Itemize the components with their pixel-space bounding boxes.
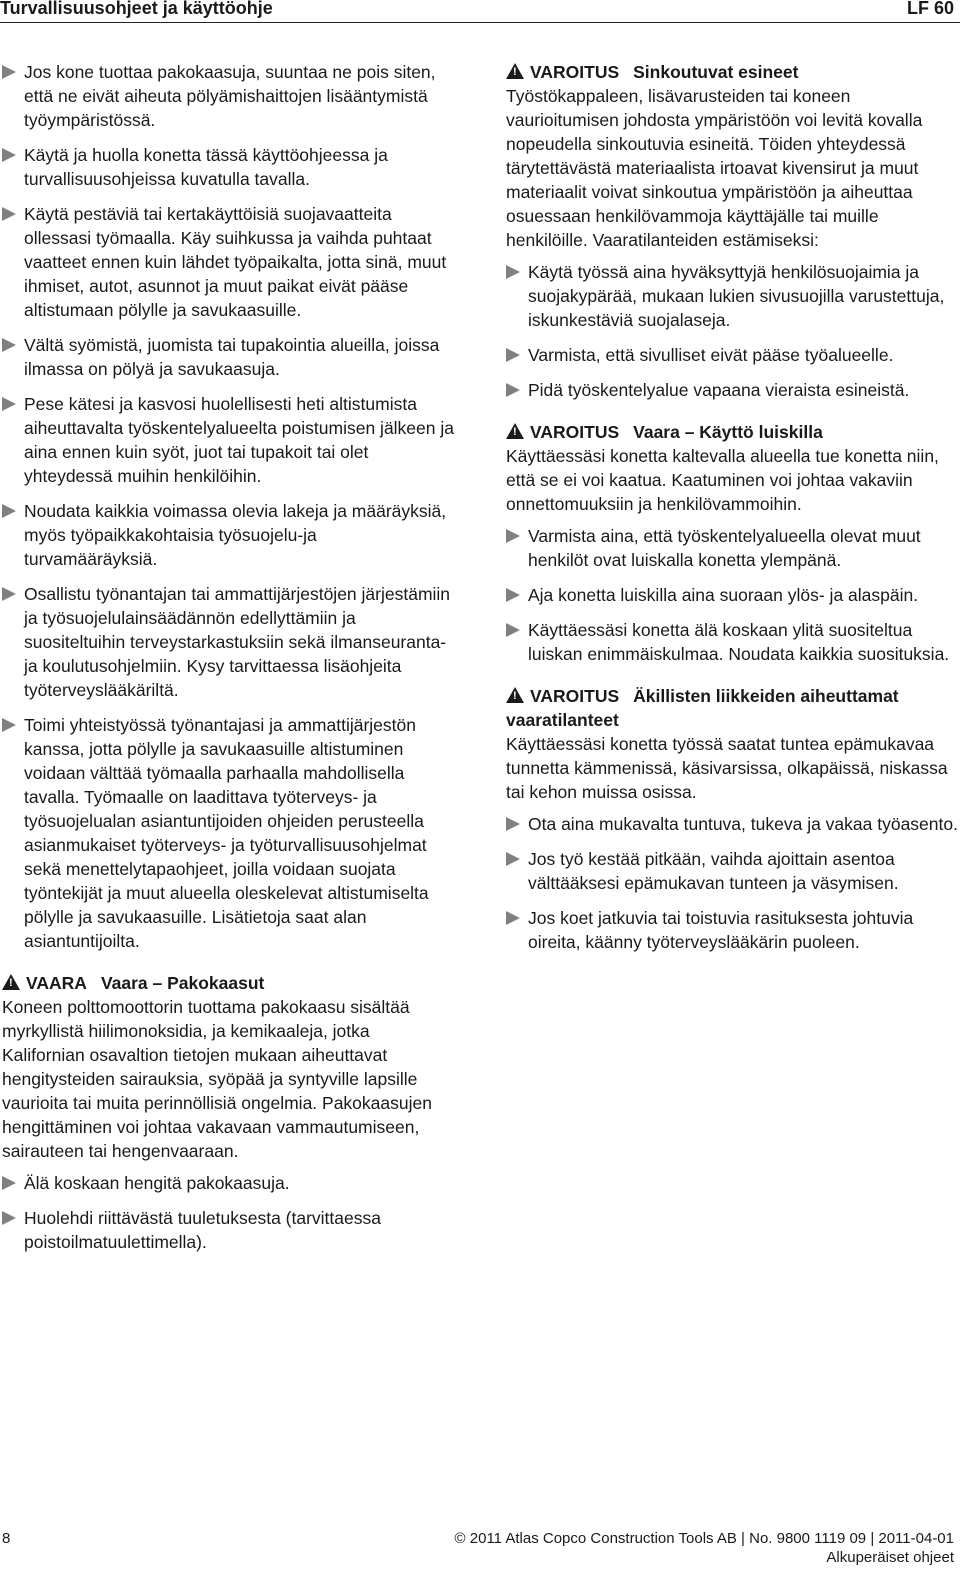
warning-heading — [506, 60, 958, 84]
list-item: Varmista, että sivulliset eivät pääse työalueelle. — [506, 343, 958, 367]
warning-heading — [506, 684, 958, 732]
warning-section-projectiles — [506, 60, 958, 402]
warning-triangle-icon — [2, 974, 20, 990]
warning-triangle-icon — [506, 687, 524, 703]
warning-section-sudden-movements — [506, 684, 958, 954]
bullet-arrow-icon — [506, 348, 520, 362]
list-item: Vältä syömistä, juomista tai tupakointia alueilla, joissa ilmassa on pölyä ja savukaasuja. — [2, 333, 454, 381]
list-item: Osallistu työnantajan tai ammattijärjestöjen järjestämiin ja työsuojelulainsäädännön edellyttämiin ja suositeltuihin terveystarkastuksiin sekä ilmanseuranta- ja koulutusohjelmiin. Kysy tarvittaessa lisäohjeita työterveyslääkäriltä. — [2, 582, 454, 702]
list-item: Älä koskaan hengitä pakokaasuja. — [2, 1171, 454, 1195]
list-item: Ota aina mukavalta tuntuva, tukeva ja vakaa työasento. — [506, 812, 958, 836]
warning-triangle-icon — [506, 423, 524, 439]
list-item: Käytä työssä aina hyväksyttyjä henkilösuojaimia ja suojakypärää, mukaan lukien sivusuojilla varustettuja, iskunkestäviä suojalaseja. — [506, 260, 958, 332]
list-item: Jos kone tuottaa pakokaasuja, suuntaa ne pois siten, että ne eivät aiheuta pölyämishaittojen lisääntymistä työympäristössä. — [2, 60, 454, 132]
right-column — [506, 60, 958, 965]
bullet-arrow-icon — [2, 207, 16, 221]
warning-heading — [506, 420, 958, 444]
warning-level: VAROITUS — [530, 422, 620, 442]
warning-level: VAROITUS — [530, 62, 620, 82]
bullet-arrow-icon — [2, 397, 16, 411]
list-item: Toimi yhteistyössä työnantajasi ja ammattijärjestön kanssa, jotta pölylle ja savukaasuille altistuminen voidaan välttää työmaalla parhaalla mahdollisella tavalla. Työmaalle on laadittava työterveys- ja työsuojelualan asiantuntijoiden ohjeiden perusteella asianmukaiset työterveys- ja työturvallisuusohjelmat sekä menettelytapaohjeet, joilla voidaan suojata työntekijät ja muut alueella oleskelevat altistumiselta pölylle ja savukaasuille. Lisätietoja saat alan asiantuntijoilta. — [2, 713, 454, 953]
warning-section-slopes — [506, 420, 958, 666]
list-item: Pese kätesi ja kasvosi huolellisesti heti altistumista aiheuttavalta työskentelyalueelta poistumisen jälkeen ja aina ennen kuin syöt, juot tai tupakoit tai olet yhteydessä muihin henkilöihin. — [2, 392, 454, 488]
left-column — [2, 60, 454, 1265]
danger-paragraph: Koneen polttomoottorin tuottama pakokaasu sisältää myrkyllistä hiilimonoksidia, ja kemikaaleja, jotka Kalifornian osavaltion tietojen mukaan aiheuttavat hengitysteiden sairauksia, syöpää ja syntyville lapsille vaurioita tai muita perinnöllisiä ongelmia. Pakokaasujen hengittäminen voi johtaa vakavaan vammautumiseen, sairauteen tai hengenvaaraan. — [2, 997, 432, 1161]
list-item: Noudata kaikkia voimassa olevia lakeja ja määräyksiä, myös työpaikkakohtaisia työsuojelu-ja turvamääräyksiä. — [2, 499, 454, 571]
danger-section — [2, 971, 454, 1254]
bullet-arrow-icon — [506, 529, 520, 543]
bullet-arrow-icon — [506, 911, 520, 925]
bullet-arrow-icon — [506, 588, 520, 602]
bullet-arrow-icon — [506, 265, 520, 279]
warning-title: Sinkoutuvat esineet — [633, 62, 799, 82]
bullet-arrow-icon — [2, 1211, 16, 1225]
warning-title: Vaara – Käyttö luiskilla — [633, 422, 823, 442]
page-number: 8 — [2, 1530, 11, 1547]
list-item: Aja konetta luiskilla aina suoraan ylös- ja alaspäin. — [506, 583, 958, 607]
bullet-arrow-icon — [2, 504, 16, 518]
danger-level: VAARA — [26, 973, 87, 993]
footer-subtitle: Alkuperäiset ohjeet — [826, 1549, 954, 1566]
bullet-arrow-icon — [2, 148, 16, 162]
footer-copyright: © 2011 Atlas Copco Construction Tools AB | No. 9800 1119 09 | 2011-04-01 — [454, 1530, 954, 1547]
danger-heading — [2, 971, 454, 995]
list-item: Huolehdi riittävästä tuuletuksesta (tarvittaessa poistoilmatuulettimella). — [2, 1206, 454, 1254]
list-item: Pidä työskentelyalue vapaana vieraista esineistä. — [506, 378, 958, 402]
warning-title: Äkillisten liikkeiden aiheuttamat vaaratilanteet — [506, 686, 899, 730]
bullet-arrow-icon — [506, 852, 520, 866]
warning-level: VAROITUS — [530, 686, 620, 706]
bullet-arrow-icon — [506, 623, 520, 637]
bullet-arrow-icon — [2, 1176, 16, 1190]
bullet-arrow-icon — [506, 817, 520, 831]
warning-paragraph: Työstökappaleen, lisävarusteiden tai koneen vaurioitumisen johdosta ympäristöön voi levitä kovalla nopeudella sinkoutuvia esineitä. Töiden yhteydessä tärytettävästä materiaalista irtoavat kivensirut ja muut materiaalit voivat sinkoutua ympäristöön ja aiheuttaa osuessaan henkilövammoja käyttäjälle tai muille henkilöille. Vaaratilanteiden estämiseksi: — [506, 86, 923, 250]
warning-paragraph: Käyttäessäsi konetta kaltevalla alueella tue konetta niin, että se ei voi kaatua. Kaatuminen voi johtaa vakaviin onnettomuuksiin ja henkilövammoihin. — [506, 446, 939, 514]
bullet-arrow-icon — [2, 718, 16, 732]
bullet-arrow-icon — [2, 338, 16, 352]
list-item: Käyttäessäsi konetta älä koskaan ylitä suositeltua luiskan enimmäiskulmaa. Noudata kaikkia suosituksia. — [506, 618, 958, 666]
bullet-arrow-icon — [506, 383, 520, 397]
bullet-arrow-icon — [2, 587, 16, 601]
list-item: Käytä ja huolla konetta tässä käyttöohjeessa ja turvallisuusohjeissa kuvatulla tavalla. — [2, 143, 454, 191]
page-header — [0, 0, 960, 23]
warning-triangle-icon — [506, 63, 524, 79]
bullet-arrow-icon — [2, 65, 16, 79]
list-item: Jos koet jatkuvia tai toistuvia rasituksesta johtuvia oireita, käänny työterveyslääkärin puoleen. — [506, 906, 958, 954]
danger-title: Vaara – Pakokaasut — [100, 973, 265, 993]
list-item: Käytä pestäviä tai kertakäyttöisiä suojavaatteita ollessasi työmaalla. Käy suihkussa ja vaihda puhtaat vaatteet ennen kuin lähdet työpaikalta, jotta sinä, muut ihmiset, autot, asunnot ja muut paikat eivät pääse altistumaan pölylle ja savukaasuille. — [2, 202, 454, 322]
list-item: Varmista aina, että työskentelyalueella olevat muut henkilöt ovat luiskalla konetta ylempänä. — [506, 524, 958, 572]
list-item: Jos työ kestää pitkään, vaihda ajoittain asentoa välttääksesi epämukavan tunteen ja väsymisen. — [506, 847, 958, 895]
header-title: Turvallisuusohjeet ja käyttöohje — [0, 0, 273, 18]
header-model: LF 60 — [906, 0, 954, 18]
warning-paragraph: Käyttäessäsi konetta työssä saatat tuntea epämukavaa tunnetta kämmenissä, käsivarsissa, olkapäissä, niskassa tai kehon muissa osissa. — [506, 734, 948, 802]
